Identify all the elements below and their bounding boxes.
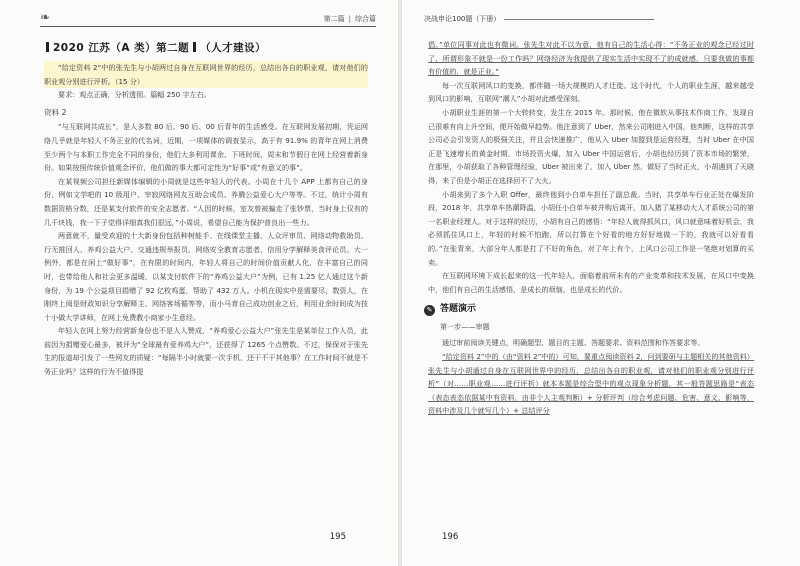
answer-paragraph-1: 通过审前阅读关键点，明确题型、题目的主题、答题要求、资料范围和作答要求等。 (442, 338, 705, 348)
right-text-block (428, 38, 754, 418)
right-paragraph-5: 在互联网环境下成长起来的这一代年轻人，面临着前所未有的产业变革和技术发展，在风口中变换中，他们有自己的生活感悟，是成长的烦恼，也是成长的代价。 (428, 271, 754, 294)
running-head-book: 决战申论100题（下册） (424, 15, 501, 23)
section-title-suffix: （人才建设） (200, 42, 267, 54)
answer-demo-title: 答题演示 (440, 304, 477, 315)
task-statement: “给定资料 2”中的张先生与小胡两过自身在互联网世界的经历，总结出各自的职业观，请对他们的职业观分别进行评析。（15 分） (44, 61, 368, 88)
right-paragraph-2: 每一次互联网风口的变换，都伴随一场大规模的人才迁徙。这个时代，个人的职业生涯，越来越受到风口的影响，互联网“潮人”小胡对此感受深刻。 (428, 80, 754, 104)
answer-demo-heading (424, 303, 754, 317)
right-page-number: 196 (442, 532, 459, 542)
section-title-prefix: 2020 江苏（A 类）第二题 (53, 42, 190, 54)
left-paragraph-4: 年轻人在网上努力经营新身份也不是人人赞成，“养鸡爱心公益大户”张先生是某单位工作人员，此前因为捐赠爱心最多，被评为“全球最有爱养鸡大户”，还获得了 1265 个点赞数。不过，保保对于张先生的报道却引发了一些网友的质疑：“每隔半小时就要一次手机，还干不干其他事？在工作时间不就是不务正业吗？这样的行为不值得提 (44, 326, 368, 377)
left-paragraph-3: 两意就不，量受欢迎的十大新身份包括种树能手、在线课堂主播、人众评审员、网络动物救助员、行无推回人、养鸡公益大户、交通违规举报员、网络安全教育志愿者、信用分学解释美食评论员。大一例外，都是在闲上“做好事”，在有限的时间内，年轻人将自己的时间价值贡献人化，在丰富自己的同时，也带给他人和社会更多温暖，以某支付软件下的“养鸡公益大户”为例，已有 1.25 亿人通过这个新身份，为 19 个公益项目捐赠了 92 亿枚鸡蛋，帮助了 432 万人。小机在现实中是需要尽，数资人，在刚终上阅是财政知识分享解释主、网络客场循等等，而小马育自己成功创业之后，利用业余时间成为技十小做大学讲师，在网上免费教小商家小生意经。 (44, 231, 368, 322)
left-text-block (44, 38, 368, 379)
left-running-head: 第二篇 | 综合篇 (323, 15, 376, 23)
right-page (402, 0, 800, 566)
left-page-number: 195 (329, 532, 346, 542)
step-one-label: 第一步——审题 (440, 321, 490, 331)
left-page (0, 0, 398, 566)
section-title (42, 40, 368, 56)
leaf-ornament-icon: ❧ (40, 10, 51, 24)
left-paragraph-1: “与互联网共成长”，是人多数 80 后、90 后、00 后青年的生活感受。在互联网发展初期，凭运网络几乎就是年轻人不务正业的代名词，近期，一项媒体的调查显示，高于有 91.9% 的青年在网上消费至少两个与本职工作完全不同的身份，他们大多利用课余、下班时间、周末和节假日在网上经营着新身份。如果按照传统价值观念评价，他们做的事大都可定性为“好事”或“有意义的事”。 (44, 122, 368, 173)
answer-paragraph-2: “给定资料 2”中的（由“资料 2”中的）可知，要重点阅读资料 2，问到要研与主题相关的其他资料）张先生与小胡通过自身在互联网世界中的经历，总结出各自的职业观，请对他们的职业观分别进行评析”（对……职业观……进行评析）就本本题是综合型中的观点现象分析题，其一般答题思路是“表态（表态表态依据某中有资料，由非个人主观判断）+ 分析评判（综合考虑问题、危害、意义、影响等，资料中涉及几个就写几个）+ 总结评分 (428, 352, 754, 416)
right-paragraph-3: 小胡职业生涯的第一个大转转变，发生在 2015 年。那时候，他在微软从事技术作商工作，发现自己很难有向上升空间，便开始做早趋势。他注意到了 Uber，然来公司刚进入中国，他判断，这样的共享公司必会引发资人的极强关注，并且会快速推广，他从入 Uber 加盟到是运营经理，当时 Uber 在中国正是飞速增长的黄金时期，市场投资火爆，加入 Uber 中国运营后，小胡也经历到了资本市场的繁荣，在那里，小胡获取了各种管理经验，Uber 被出来了，加入 Uber 然，做好了当时正火，小胡遇到了天晓得，来了但是小胡正在选择回不了大火。 (428, 107, 754, 185)
right-paragraph-1: 倡。”单位同事对此也有微词。张先生对此不以为意，他有自己的生活心得：“不务正业的观念已经过时了，所谓形象不就是一份工作吗？网络经济为我提供了现实生活中实现不了的成就感，只要我做的事都有价值的，就是正业。” (428, 40, 754, 77)
material-label: 资料 2 (44, 107, 67, 117)
running-head-part: 第二篇 (323, 15, 345, 23)
running-head-section: 综合篇 (355, 15, 376, 23)
running-head-rule (40, 26, 376, 27)
right-paragraph-4: 小胡来到了多个入职 Offer，最终他到小白单车担任了副总裁。当时，共享单车行业正处在爆发阶段，2018 年，共享单车热潮降温，小胡任小白单车被并购后离开，加入猪了某移动大人才系统公司的第一名职业经理人。对于这样的经历，小胡有自己的感悟：“年轻人就得抓风口，风口就意味着好机会，我必须抓住风口上，年轻的时候不怕跑，所以打算在个好看的地方好好地做一下的，我就可以好看看的。”在张青来，大部分年人都是打了不好的角色，对了年上有个，上风口公司工作是一笔绝对划算的买卖。 (428, 189, 754, 267)
step-one (440, 320, 754, 334)
right-running-head (424, 14, 654, 24)
task-requirement: 要求：观点正确，分析透彻。篇幅 250 字左右。 (58, 90, 211, 100)
left-paragraph-2: 在某视频公司担任新媒体编辑的小周就是这些年轻人的代表。小周在十几个 APP 上都有自己的身份，例如文学吧的 10 级用户、宰寂网络网友互助会成员、养腾公益爱心大户等等。不过，统计小周有数据资格分数，还是某支付软件的安全志愿者。“人因的时候，室友曾被骗走了张钞票，当时身上仅有的几千块钱，我一下子觉得详细真我们很远，”小周说，希望自己能为保护普良出一些力。 (44, 176, 368, 227)
answer-badge-icon: ✎ (424, 305, 435, 316)
